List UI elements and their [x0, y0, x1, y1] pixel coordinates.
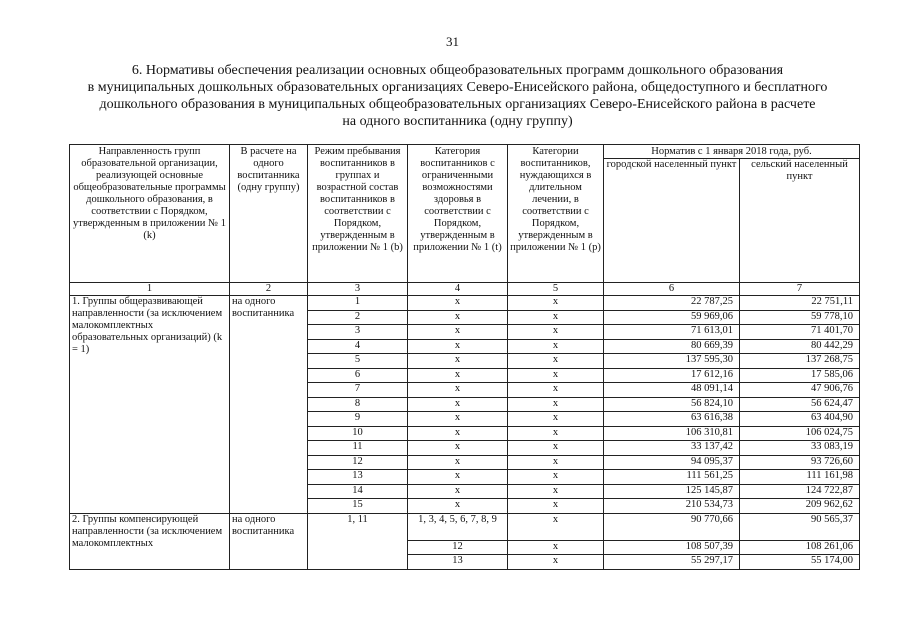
treatment-cell: х: [508, 368, 604, 383]
city-value: 59 969,06: [604, 310, 740, 325]
city-value: 125 145,87: [604, 484, 740, 499]
treatment-cell: х: [508, 310, 604, 325]
col-number: 5: [508, 283, 604, 296]
treatment-cell: х: [508, 383, 604, 398]
treatment-cell: х: [508, 397, 604, 412]
title-line: на одного воспитанника (одну группу): [342, 114, 573, 129]
treatment-cell: х: [508, 441, 604, 456]
treatment-cell: х: [508, 555, 604, 570]
ovz-cell: 12: [408, 540, 508, 555]
village-value: 106 024,75: [740, 426, 860, 441]
village-value: 111 161,98: [740, 470, 860, 485]
city-value: 63 616,38: [604, 412, 740, 427]
document-title: [70, 62, 845, 130]
ovz-cell: 1, 3, 4, 5, 6, 7, 8, 9: [408, 513, 508, 540]
treatment-cell: х: [508, 470, 604, 485]
ovz-cell: 13: [408, 555, 508, 570]
group-direction: 2. Группы компенсирующей направленности (за исключением малокомплектных: [70, 513, 230, 569]
regime-cell: 7: [308, 383, 408, 398]
treatment-cell: х: [508, 354, 604, 369]
treatment-cell: х: [508, 499, 604, 514]
village-value: 55 174,00: [740, 555, 860, 570]
group-per: на одного воспитанника: [230, 513, 308, 569]
city-value: 137 595,30: [604, 354, 740, 369]
regime-cell: 1: [308, 296, 408, 311]
village-value: 93 726,60: [740, 455, 860, 470]
regime-cell: 2: [308, 310, 408, 325]
title-line: в муниципальных дошкольных образовательных организациях Северо-Енисейского района, общедоступного и бесплатного: [87, 80, 828, 95]
treatment-cell: х: [508, 540, 604, 555]
village-value: 33 083,19: [740, 441, 860, 456]
group-direction: 1. Группы общеразвивающей направленности (за исключением малокомплектных образовательных организаций) (k = 1): [70, 296, 230, 514]
ovz-cell: х: [408, 383, 508, 398]
treatment-cell: х: [508, 513, 604, 540]
city-value: 210 534,73: [604, 499, 740, 514]
village-value: 108 261,06: [740, 540, 860, 555]
city-value: 22 787,25: [604, 296, 740, 311]
col-number: 4: [408, 283, 508, 296]
ovz-cell: х: [408, 412, 508, 427]
col-number: 2: [230, 283, 308, 296]
village-value: 17 585,06: [740, 368, 860, 383]
ovz-cell: х: [408, 339, 508, 354]
header-normative: Норматив с 1 января 2018 года, руб.: [604, 145, 860, 159]
regime-cell: 15: [308, 499, 408, 514]
header-city: городской населенный пункт: [604, 159, 740, 283]
page-number: 31: [446, 34, 459, 49]
header-ovz-category: Категория воспитанников с ограниченными возможностями здоровья в соответствии с Порядком, утвержденным в приложении № 1 (t): [408, 145, 508, 283]
city-value: 94 095,37: [604, 455, 740, 470]
col-number: 1: [70, 283, 230, 296]
village-value: 71 401,70: [740, 325, 860, 340]
regime-cell: 14: [308, 484, 408, 499]
regime-cell: 13: [308, 470, 408, 485]
regime-cell: 5: [308, 354, 408, 369]
header-treatment-category: Категории воспитанников, нуждающихся в длительном лечении, в соответствии с Порядком, утвержденным в приложении № 1 (p): [508, 145, 604, 283]
ovz-cell: х: [408, 455, 508, 470]
village-value: 56 624,47: [740, 397, 860, 412]
regime-cell: 8: [308, 397, 408, 412]
regime-cell: 6: [308, 368, 408, 383]
city-value: 55 297,17: [604, 555, 740, 570]
village-value: 124 722,87: [740, 484, 860, 499]
col-number: 3: [308, 283, 408, 296]
village-value: 137 268,75: [740, 354, 860, 369]
table-row: [70, 296, 860, 311]
ovz-cell: х: [408, 499, 508, 514]
col-number: 7: [740, 283, 860, 296]
treatment-cell: х: [508, 455, 604, 470]
city-value: 80 669,39: [604, 339, 740, 354]
header-regime: Режим пребывания воспитанников в группах и возрастной состав воспитанников в соответствии с Порядком, утвержденным в приложении № 1 (b): [308, 145, 408, 283]
ovz-cell: х: [408, 310, 508, 325]
regime-cell: 3: [308, 325, 408, 340]
city-value: 90 770,66: [604, 513, 740, 540]
village-value: 90 565,37: [740, 513, 860, 540]
normatives-table: [69, 144, 860, 570]
regime-cell: 11: [308, 441, 408, 456]
ovz-cell: х: [408, 397, 508, 412]
city-value: 17 612,16: [604, 368, 740, 383]
city-value: 111 561,25: [604, 470, 740, 485]
column-numbers-row: [70, 283, 860, 296]
header-direction: Направленность групп образовательной организации, реализующей основные общеобразовательные программы дошкольного образования, в соответствии с Порядком, утвержденным в приложении № 1 (k): [70, 145, 230, 283]
regime-cell: 12: [308, 455, 408, 470]
header-village: сельский населенный пункт: [740, 159, 860, 283]
title-line: 6. Нормативы обеспечения реализации основных общеобразовательных программ дошкольного образования: [131, 63, 784, 78]
ovz-cell: х: [408, 296, 508, 311]
regime-cell: 9: [308, 412, 408, 427]
ovz-cell: х: [408, 354, 508, 369]
city-value: 33 137,42: [604, 441, 740, 456]
city-value: 106 310,81: [604, 426, 740, 441]
treatment-cell: х: [508, 296, 604, 311]
city-value: 71 613,01: [604, 325, 740, 340]
village-value: 59 778,10: [740, 310, 860, 325]
header-per: В расчете на одного воспитанника (одну группу): [230, 145, 308, 283]
ovz-cell: х: [408, 484, 508, 499]
ovz-cell: х: [408, 368, 508, 383]
ovz-cell: х: [408, 441, 508, 456]
table-row: [70, 513, 860, 540]
col-number: 6: [604, 283, 740, 296]
treatment-cell: х: [508, 484, 604, 499]
group-per: на одного воспитанника: [230, 296, 308, 514]
regime-cell: 10: [308, 426, 408, 441]
village-value: 63 404,90: [740, 412, 860, 427]
treatment-cell: х: [508, 426, 604, 441]
regime-cell: 4: [308, 339, 408, 354]
ovz-cell: х: [408, 325, 508, 340]
treatment-cell: х: [508, 339, 604, 354]
treatment-cell: х: [508, 412, 604, 427]
city-value: 48 091,14: [604, 383, 740, 398]
city-value: 108 507,39: [604, 540, 740, 555]
village-value: 47 906,76: [740, 383, 860, 398]
village-value: 209 962,62: [740, 499, 860, 514]
title-line: дошкольного образования в муниципальных общеобразовательных организациях Северо-Енисейского района в расчете: [99, 97, 816, 112]
village-value: 80 442,29: [740, 339, 860, 354]
ovz-cell: х: [408, 426, 508, 441]
treatment-cell: х: [508, 325, 604, 340]
regime-cell: 1, 11: [308, 513, 408, 569]
ovz-cell: х: [408, 470, 508, 485]
city-value: 56 824,10: [604, 397, 740, 412]
village-value: 22 751,11: [740, 296, 860, 311]
